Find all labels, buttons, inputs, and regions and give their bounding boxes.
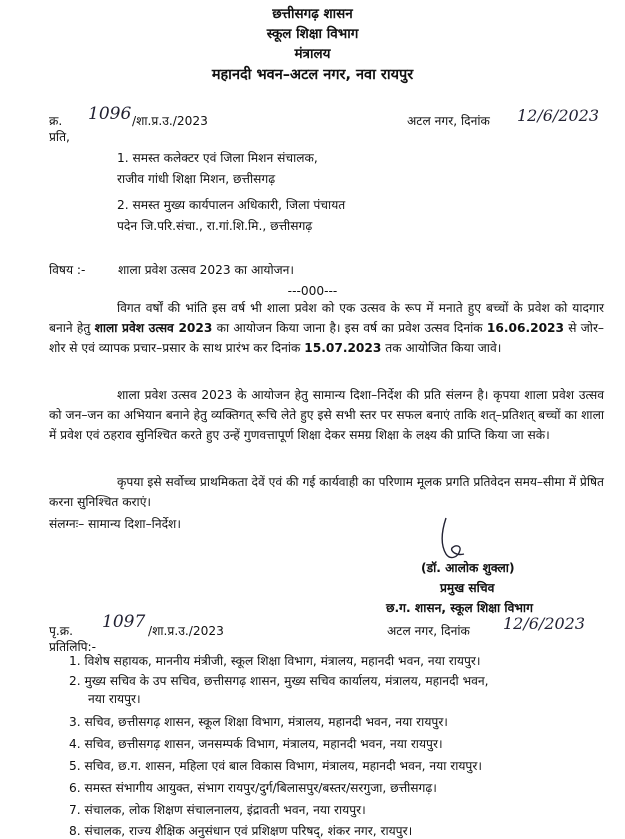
paragraph-1 xyxy=(49,298,604,358)
header-line-4: महानदी भवन–अटल नगर, नवा रायपुर xyxy=(211,67,414,83)
paragraph-2-text: शाला प्रवेश उत्सव 2023 के आयोजन हेतु सामान्य दिशा–निर्देश की प्रति संलग्न है। कृपया शाला प्रवेश उत्सव को जन–जन का अभियान बनाने हेतु व्यक्तिगत् रूचि लेते हुए इसे सभी स्तर पर सफल बनाएं ताकि शत्–प्रतिशत् बच्चों का शाला में प्रवेश एवं ठहराव सुनिश्चित करते हुए उन्हें गुणवत्तापूर्ण शिक्षा देकर समग्र शिक्षा के लक्ष्य की प्राप्ति किया जा सके। xyxy=(49,388,604,442)
paragraph-3-text: कृपया इसे सर्वोच्च प्राथमिकता देवें एवं की गई कार्यवाही का परिणाम मूलक प्रगति प्रतिवेदन समय–सीमा में प्रेषित करना सुनिश्चित कराएं। xyxy=(49,475,604,509)
copy-ref-place-date-label: अटल नगर, दिनांक xyxy=(387,624,470,638)
ref-prefix: क्र. xyxy=(49,114,63,128)
header-line-1: छत्तीसगढ़ शासन xyxy=(272,6,353,22)
paragraph-1-text-d: तक आयोजित किया जावे। xyxy=(381,341,502,355)
signatory-name: (डॉ. आलोक शुक्ला) xyxy=(421,561,515,575)
copy-item-6: 6. समस्त संभागीय आयुक्त, संभाग रायपुर/दुर्ग/बिलासपुर/बस्तर/सरगुजा, छत्तीसगढ़। xyxy=(69,781,437,795)
recipient-1-line-2: राजीव गांधी शिक्षा मिशन, छत्तीसगढ़ xyxy=(117,172,276,186)
header-line-3: मंत्रालय xyxy=(294,46,331,62)
copy-to-label: प्रतिलिपि:- xyxy=(49,640,97,654)
ref-handwritten-date: 12/6/2023 xyxy=(517,106,600,125)
copy-item-8: 8. संचालक, राज्य शैक्षिक अनुसंधान एवं प्रशिक्षण परिषद्, शंकर नगर, रायपुर। xyxy=(69,824,413,838)
recipient-2-line-1: 2. समस्त मुख्य कार्यपालन अधिकारी, जिला पंचायत xyxy=(117,198,346,212)
signature-scribble xyxy=(436,514,472,564)
copy-ref-handwritten-number: 1097 xyxy=(102,612,146,632)
copy-item-2-line-1: 2. मुख्य सचिव के उप सचिव, छत्तीसगढ़ शासन, मुख्य सचिव कार्यालय, मंत्रालय, महानदी भवन, xyxy=(69,674,489,688)
paragraph-1-bold-3: 15.07.2023 xyxy=(304,341,382,355)
subject-label: विषय :- xyxy=(49,263,86,277)
copy-ref-prefix: पृ.क्र. xyxy=(49,624,74,638)
enclosure-line: संलग्नः– सामान्य दिशा–निर्देश। xyxy=(49,517,181,531)
copy-item-1: 1. विशेष सहायक, माननीय मंत्रीजी, स्कूल शिक्षा विभाग, मंत्रालय, महानदी भवन, नया रायपुर। xyxy=(69,654,481,668)
copy-item-2-line-2: नया रायपुर। xyxy=(88,692,141,706)
separator: ---000--- xyxy=(287,284,338,298)
to-label: प्रति, xyxy=(49,130,70,144)
paragraph-1-bold-2: 16.06.2023 xyxy=(486,321,565,335)
paragraph-1-text-b: का आयोजन किया जाना है। इस वर्ष का प्रवेश उत्सव दिनांक xyxy=(212,321,487,335)
ref-handwritten-number: 1096 xyxy=(88,104,132,124)
signatory-designation: प्रमुख सचिव xyxy=(440,581,495,595)
paragraph-3 xyxy=(49,472,604,512)
paragraph-1-text-a: विगत वर्षों की भांति इस वर्ष भी शाला प्रवेश को एक उत्सव के रूप में मनाते हुए बच्चों के प्रवेश को यादगार बनाने हेतु xyxy=(49,301,604,335)
copy-item-5: 5. सचिव, छ.ग. शासन, महिला एवं बाल विकास विभाग, मंत्रालय, महानदी भवन, नया रायपुर। xyxy=(69,759,482,773)
copy-ref-suffix: /शा.प्र.उ./2023 xyxy=(148,624,224,638)
copy-item-3: 3. सचिव, छत्तीसगढ़ शासन, स्कूल शिक्षा विभाग, मंत्रालय, महानदी भवन, नया रायपुर। xyxy=(69,715,448,729)
header-line-2: स्कूल शिक्षा विभाग xyxy=(266,26,359,42)
recipient-2-line-2: पदेन जि.परि.संचा., रा.गां.शि.मि., छत्तीसगढ़ xyxy=(117,219,313,233)
copy-item-4: 4. सचिव, छत्तीसगढ़ शासन, जनसम्पर्क विभाग, मंत्रालय, महानदी भवन, नया रायपुर। xyxy=(69,737,443,751)
paragraph-1-bold-1: शाला प्रवेश उत्सव 2023 xyxy=(94,321,213,335)
ref-suffix: /शा.प्र.उ./2023 xyxy=(132,114,208,128)
copy-item-7: 7. संचालक, लोक शिक्षण संचालनालय, इंद्रावती भवन, नया रायपुर। xyxy=(69,803,366,817)
paragraph-2 xyxy=(49,385,604,445)
ref-place-date-label: अटल नगर, दिनांक xyxy=(407,114,490,128)
copy-ref-handwritten-date: 12/6/2023 xyxy=(503,614,586,633)
recipient-1-line-1: 1. समस्त कलेक्टर एवं जिला मिशन संचालक, xyxy=(117,151,318,165)
subject-text: शाला प्रवेश उत्सव 2023 का आयोजन। xyxy=(118,263,295,277)
signatory-department: छ.ग. शासन, स्कूल शिक्षा विभाग xyxy=(386,601,533,615)
paragraph-1-text-c: से जोर–शोर से एवं व्यापक प्रचार–प्रसार के साथ प्रारंभ कर दिनांक xyxy=(49,321,605,355)
